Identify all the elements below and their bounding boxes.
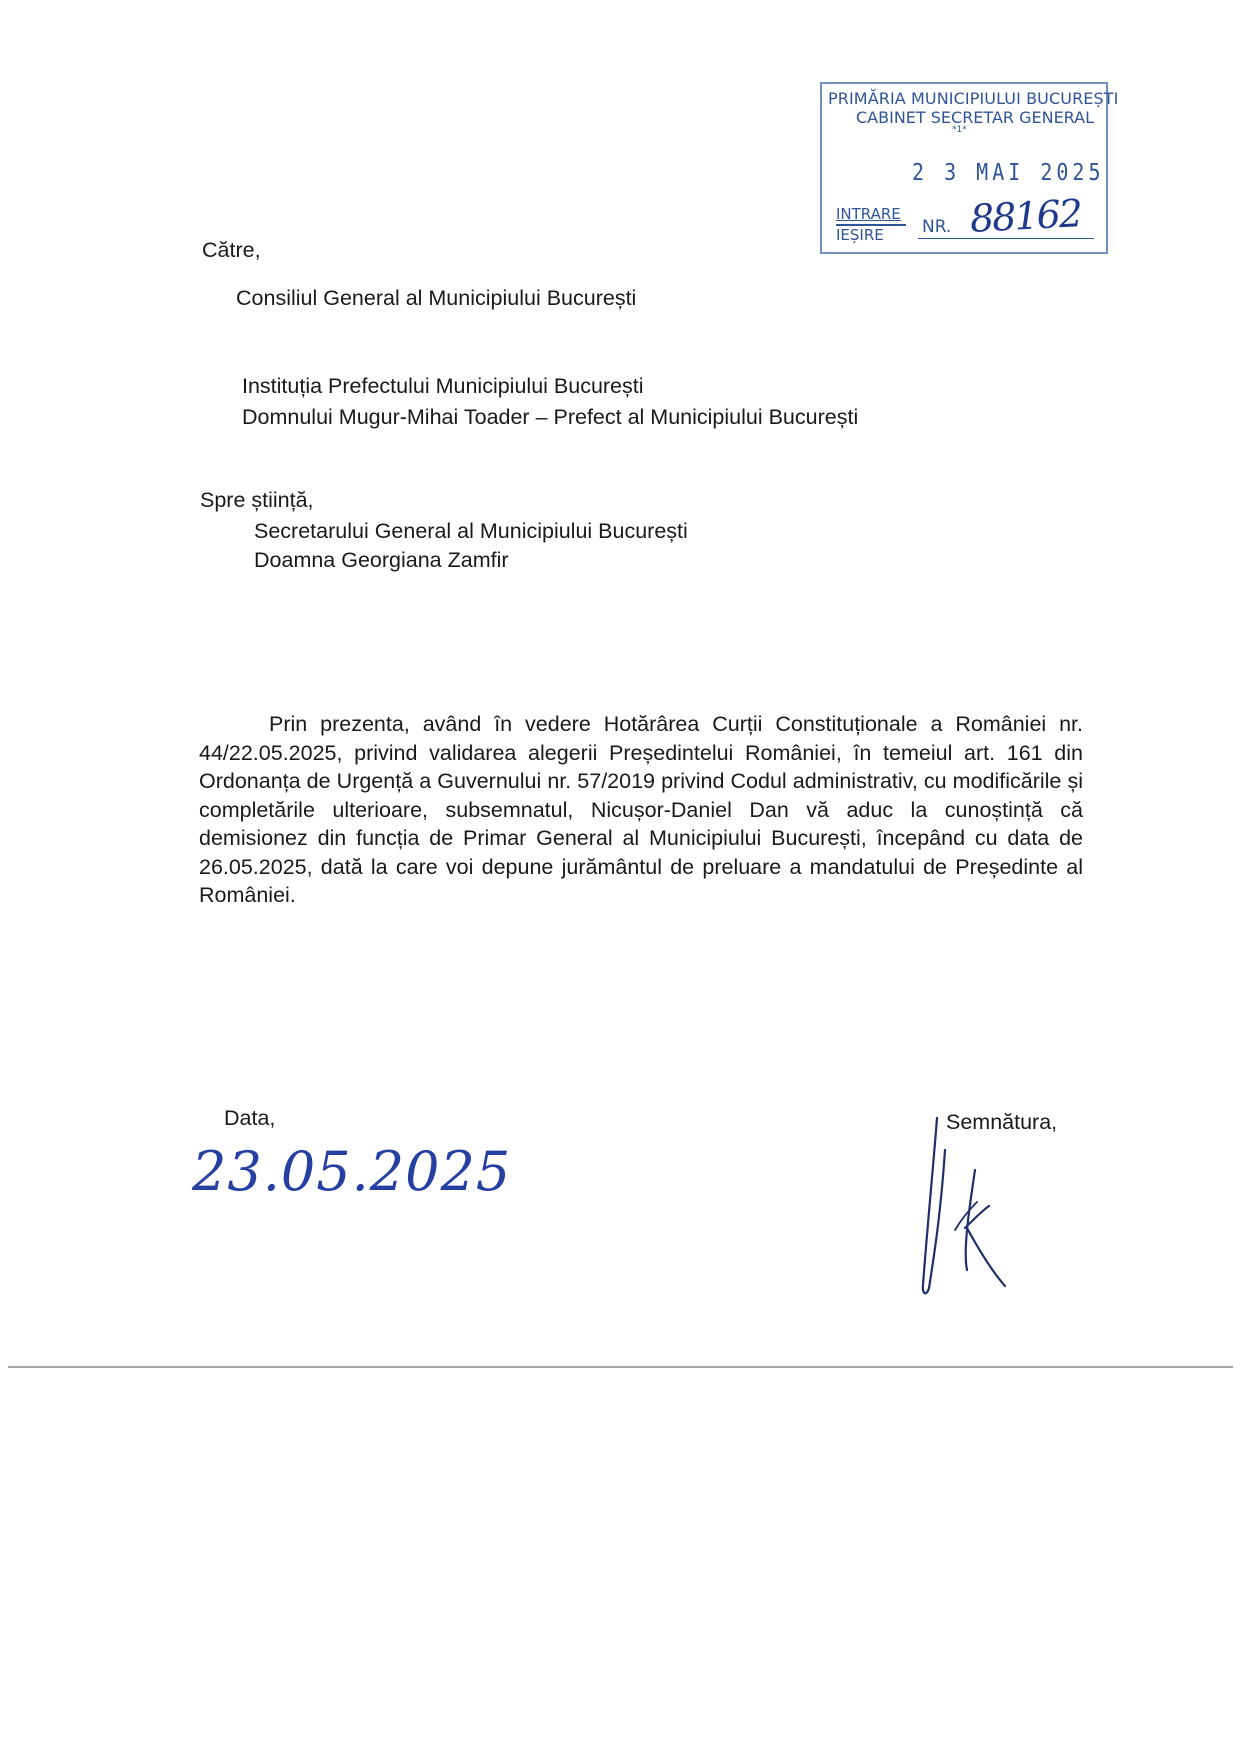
stamp-date: 2 3 MAI 2025 xyxy=(912,158,1105,186)
recipient-council: Consiliul General al Municipiului București xyxy=(236,286,637,310)
registry-stamp xyxy=(820,82,1119,254)
signature-label: Semnătura, xyxy=(946,1110,1058,1134)
stamp-institution: PRIMĂRIA MUNICIPIULUI BUCUREȘTI xyxy=(828,89,1119,108)
stamp-intrare: INTRARE xyxy=(836,205,901,223)
stamp-iesire: IEȘIRE xyxy=(836,224,906,244)
page-divider xyxy=(8,1366,1233,1368)
cc-secretary: Secretarului General al Municipiului București xyxy=(254,519,688,543)
stamp-direction xyxy=(836,206,914,244)
cc-secretary-name: Doamna Georgiana Zamfir xyxy=(254,548,509,572)
handwritten-signature xyxy=(905,1110,1025,1300)
date-label: Data, xyxy=(224,1106,276,1130)
handwritten-date: 23.05.2025 xyxy=(192,1140,512,1203)
recipient-prefecture: Instituția Prefectului Municipiului București xyxy=(242,374,644,398)
stamp-code: *1* xyxy=(952,125,967,135)
recipient-prefect: Domnului Mugur-Mihai Toader – Prefect al Municipiului București xyxy=(242,405,859,429)
stamp-department: CABINET SECRETAR GENERAL xyxy=(856,108,1095,127)
stamp-nr-label: NR. xyxy=(922,217,952,237)
catre-label: Către, xyxy=(202,238,261,262)
cc-label: Spre știință, xyxy=(200,488,314,512)
resignation-text: Prin prezenta, având în vedere Hotărârea Curții Constituționale a României nr. 44/22.05.2025, privind validarea alegerii Președintelui României, în temeiul art. 161 din Ordonanța de Urgență a Guvernului nr. 57/2019 privind Codul administrativ, cu modificările și completările ulterioare, subsemnatul, Nicușor-Daniel Dan vă aduc la cunoștință că demisionez din funcția de Primar General al Municipiului București, începând cu data de 26.05.2025, dată la care voi depune jurământul de preluare a mandatului de Președinte al României. xyxy=(199,712,1083,907)
stamp-registration-number: 88162 xyxy=(968,191,1082,241)
